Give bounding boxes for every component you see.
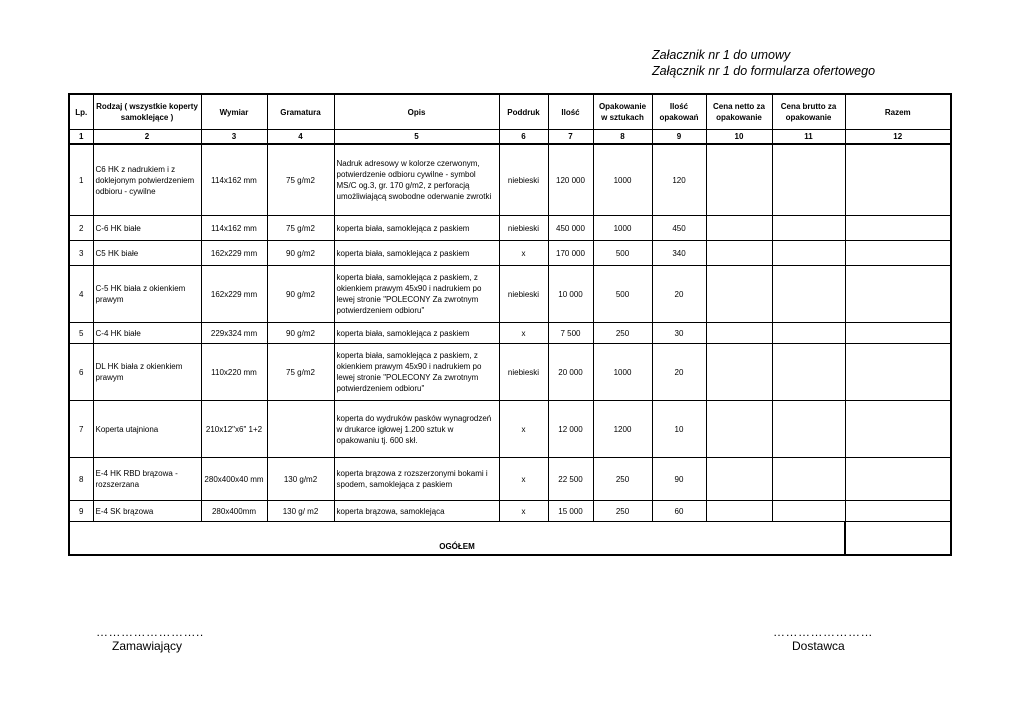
table-cell: koperta brązowa, samoklejąca <box>334 501 499 522</box>
table-cell: 75 g/m2 <box>267 344 334 401</box>
col-header-gross-price: Cena brutto za opakowanie <box>772 94 845 130</box>
table-cell: koperta biała, samoklejąca z paskiem <box>334 241 499 266</box>
table-cell: 75 g/m2 <box>267 144 334 216</box>
table-cell: 500 <box>593 241 652 266</box>
table-cell: 450 <box>652 216 706 241</box>
table-cell <box>845 241 951 266</box>
table-cell: 7 500 <box>548 323 593 344</box>
table-cell: 162x229 mm <box>201 241 267 266</box>
table-cell: 1000 <box>593 344 652 401</box>
table-cell: 1000 <box>593 144 652 216</box>
col-header-net-price: Cena netto za opakowanie <box>706 94 772 130</box>
table-cell <box>845 266 951 323</box>
table-cell: koperta brązowa z rozszerzonymi bokami i spodem, samoklejąca z paskiem <box>334 458 499 501</box>
table-cell: niebieski <box>499 344 548 401</box>
table-cell: x <box>499 458 548 501</box>
table-cell: 90 g/m2 <box>267 266 334 323</box>
table-cell: 10 000 <box>548 266 593 323</box>
total-label: OGÓŁEM <box>69 522 845 556</box>
column-number: 11 <box>772 130 845 145</box>
table-cell: Nadruk adresowy w kolorze czerwonym, potwierdzenie odbioru cywilne - symbol MS/C og.3, gr. 170 g/m2, z perforacją umożliwiającą swobodne oderwanie zwrotki <box>334 144 499 216</box>
table-cell: koperta biała, samoklejąca z paskiem <box>334 216 499 241</box>
table-cell: Koperta utajniona <box>93 401 201 458</box>
table-cell <box>706 344 772 401</box>
table-cell: C-4 HK białe <box>93 323 201 344</box>
table-cell: 229x324 mm <box>201 323 267 344</box>
table-cell: 280x400x40 mm <box>201 458 267 501</box>
table-cell: koperta biała, samoklejąca z paskiem, z okienkiem prawym 45x90 i nadrukiem po lewej stronie "POLECONY Za zwrotnym potwierdzeniem odbioru" <box>334 344 499 401</box>
table-cell <box>706 501 772 522</box>
table-cell: koperta do wydruków pasków wynagrodzeń w drukarce igłowej 1.200 sztuk w opakowaniu tj. 600 skł. <box>334 401 499 458</box>
table-cell <box>845 501 951 522</box>
table-cell <box>845 216 951 241</box>
column-number: 8 <box>593 130 652 145</box>
table-cell: 130 g/m2 <box>267 458 334 501</box>
table-cell <box>845 144 951 216</box>
table-row <box>69 458 951 501</box>
table-cell: 15 000 <box>548 501 593 522</box>
table-cell: 20 000 <box>548 344 593 401</box>
column-number: 2 <box>93 130 201 145</box>
table-cell: 60 <box>652 501 706 522</box>
table-row <box>69 266 951 323</box>
column-number: 9 <box>652 130 706 145</box>
table-cell: 3 <box>69 241 93 266</box>
table-cell: 20 <box>652 266 706 323</box>
column-number: 10 <box>706 130 772 145</box>
table-cell: 340 <box>652 241 706 266</box>
pricing-table <box>68 93 952 556</box>
table-cell: 120 000 <box>548 144 593 216</box>
table-cell: niebieski <box>499 266 548 323</box>
header-row <box>69 94 951 130</box>
table-cell: C-5 HK biała z okienkiem prawym <box>93 266 201 323</box>
table-cell: niebieski <box>499 144 548 216</box>
table-row <box>69 501 951 522</box>
table-cell: C6 HK z nadrukiem i z doklejonym potwierdzeniem odbioru - cywilne <box>93 144 201 216</box>
table-cell: 450 000 <box>548 216 593 241</box>
table-cell: x <box>499 323 548 344</box>
table-cell: 162x229 mm <box>201 266 267 323</box>
table-cell: 280x400mm <box>201 501 267 522</box>
table-cell <box>706 241 772 266</box>
col-header-underprint: Poddruk <box>499 94 548 130</box>
col-header-total: Razem <box>845 94 951 130</box>
table-cell: x <box>499 241 548 266</box>
table-cell: 90 <box>652 458 706 501</box>
table-cell: koperta biała, samoklejąca z paskiem, z okienkiem prawym 45x90 i nadrukiem po lewej stronie "POLECONY Za zwrotnym potwierdzeniem odbioru" <box>334 266 499 323</box>
table-cell: koperta biała, samoklejąca z paskiem <box>334 323 499 344</box>
column-number: 1 <box>69 130 93 145</box>
buyer-signature-line: …………………….. <box>96 625 204 639</box>
table-cell: 9 <box>69 501 93 522</box>
column-number: 5 <box>334 130 499 145</box>
table-cell: 22 500 <box>548 458 593 501</box>
column-number: 3 <box>201 130 267 145</box>
table-cell <box>772 216 845 241</box>
table-cell <box>772 458 845 501</box>
supplier-signature-line: …………………… <box>773 625 873 639</box>
col-header-type: Rodzaj ( wszystkie koperty samoklejące ) <box>93 94 201 130</box>
buyer-signature-label: Zamawiający <box>112 639 183 653</box>
table-cell <box>845 458 951 501</box>
table-cell <box>772 266 845 323</box>
table-cell: 170 000 <box>548 241 593 266</box>
table-cell: x <box>499 501 548 522</box>
col-header-lp: Lp. <box>69 94 93 130</box>
table-cell: DL HK biała z okienkiem prawym <box>93 344 201 401</box>
table-cell: x <box>499 401 548 458</box>
table-cell: 1 <box>69 144 93 216</box>
table-cell: 7 <box>69 401 93 458</box>
column-number: 6 <box>499 130 548 145</box>
table-cell: 110x220 mm <box>201 344 267 401</box>
col-header-pack-count: Ilość opakowań <box>652 94 706 130</box>
table-cell: 2 <box>69 216 93 241</box>
table-cell: 120 <box>652 144 706 216</box>
col-header-quantity: Ilość <box>548 94 593 130</box>
table-cell: 250 <box>593 458 652 501</box>
table-cell: C5 HK białe <box>93 241 201 266</box>
table-row <box>69 323 951 344</box>
column-number: 7 <box>548 130 593 145</box>
table-row <box>69 401 951 458</box>
supplier-signature-label: Dostawca <box>792 639 845 653</box>
table-cell: 1000 <box>593 216 652 241</box>
table-cell: 1200 <box>593 401 652 458</box>
table-cell <box>772 401 845 458</box>
attachment-title: Załacznik nr 1 do umowy <box>652 48 791 62</box>
table-row <box>69 216 951 241</box>
table-cell <box>706 266 772 323</box>
table-cell <box>845 401 951 458</box>
table-cell <box>706 216 772 241</box>
table-cell: 4 <box>69 266 93 323</box>
table-cell <box>772 144 845 216</box>
table-cell: 210x12"x6" 1+2 <box>201 401 267 458</box>
column-number-row <box>69 130 951 145</box>
table-cell: E-4 HK RBD brązowa - rozszerzana <box>93 458 201 501</box>
table-cell: 90 g/m2 <box>267 241 334 266</box>
total-row <box>69 522 951 556</box>
table-cell: 10 <box>652 401 706 458</box>
table-cell <box>845 344 951 401</box>
col-header-grammage: Gramatura <box>267 94 334 130</box>
table-cell: E-4 SK brązowa <box>93 501 201 522</box>
table-cell <box>267 401 334 458</box>
table-cell: 250 <box>593 501 652 522</box>
column-number: 4 <box>267 130 334 145</box>
table-cell: 114x162 mm <box>201 144 267 216</box>
table-cell <box>706 401 772 458</box>
table-cell: 130 g/ m2 <box>267 501 334 522</box>
table-row <box>69 241 951 266</box>
col-header-description: Opis <box>334 94 499 130</box>
column-number: 12 <box>845 130 951 145</box>
table-cell: 8 <box>69 458 93 501</box>
table-cell: 20 <box>652 344 706 401</box>
table-cell: C-6 HK białe <box>93 216 201 241</box>
table-cell: 90 g/m2 <box>267 323 334 344</box>
table-cell <box>845 323 951 344</box>
table-cell <box>772 501 845 522</box>
table-cell: 250 <box>593 323 652 344</box>
table-cell: 6 <box>69 344 93 401</box>
table-cell <box>772 344 845 401</box>
attachment-subtitle: Załącznik nr 1 do formularza ofertowego <box>652 64 876 78</box>
table-row <box>69 344 951 401</box>
table-cell: 500 <box>593 266 652 323</box>
col-header-size: Wymiar <box>201 94 267 130</box>
table-cell <box>772 241 845 266</box>
table-cell: 30 <box>652 323 706 344</box>
table-cell <box>706 323 772 344</box>
total-value <box>845 522 951 556</box>
table-cell <box>706 458 772 501</box>
table-cell: 5 <box>69 323 93 344</box>
table-row <box>69 144 951 216</box>
table-cell: niebieski <box>499 216 548 241</box>
table-cell <box>706 144 772 216</box>
table-cell: 114x162 mm <box>201 216 267 241</box>
table-cell <box>772 323 845 344</box>
col-header-pack-size: Opakowanie w sztukach <box>593 94 652 130</box>
table-cell: 75 g/m2 <box>267 216 334 241</box>
table-cell: 12 000 <box>548 401 593 458</box>
